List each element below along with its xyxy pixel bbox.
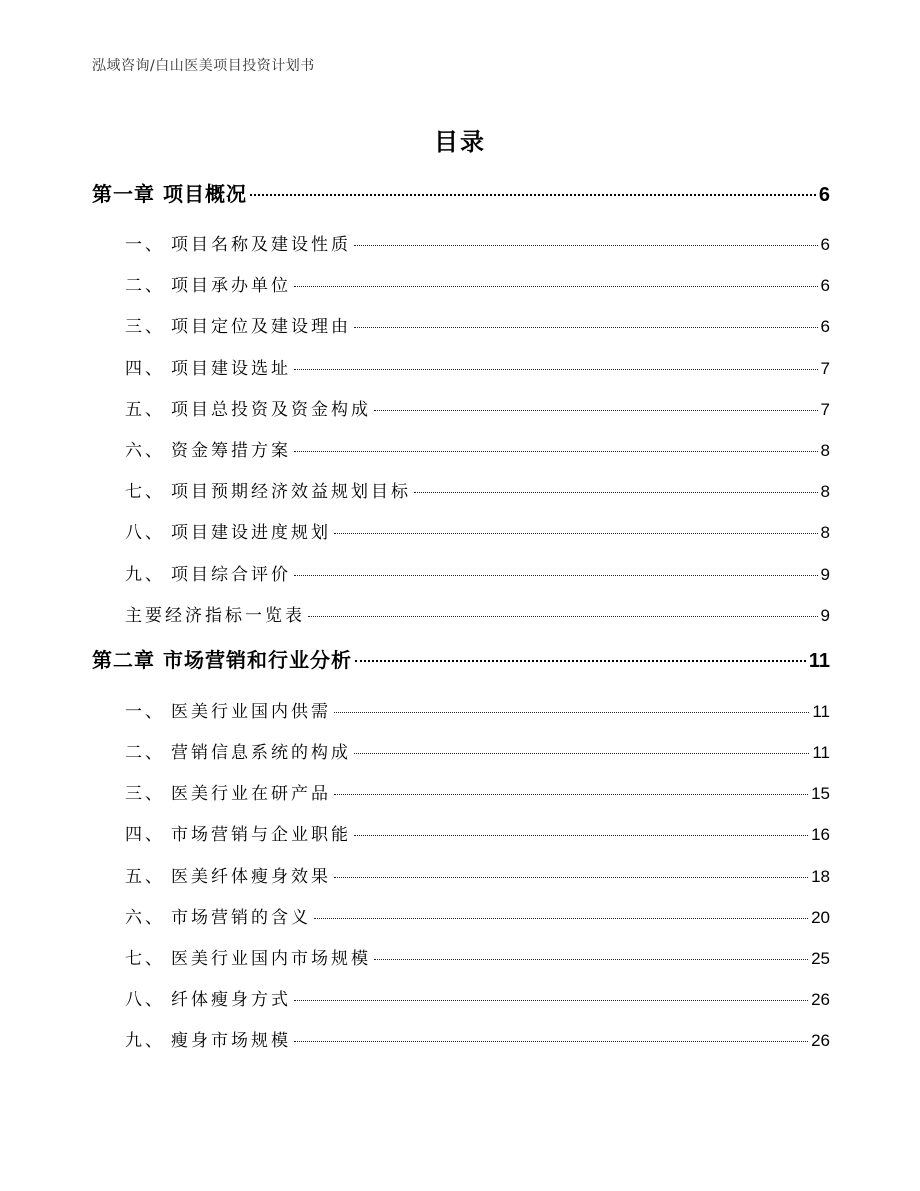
dot-leader [308,616,818,617]
toc-chapter-1[interactable] [92,178,830,218]
toc-section[interactable] [92,944,830,985]
page-number: 16 [811,825,830,845]
dot-leader [374,410,818,411]
dot-leader [294,286,818,287]
toc-section[interactable] [92,271,830,312]
section-title: 项目名称及建设性质 [171,235,351,255]
toc-section[interactable] [92,738,830,779]
toc-section[interactable] [92,779,830,820]
section-number: 八、 [125,523,165,544]
page-number: 6 [820,317,830,337]
toc-section[interactable] [92,697,830,738]
section-title: 项目定位及建设理由 [171,317,351,338]
section-title: 资金筹措方案 [171,440,291,461]
section-title: 项目预期经济效益规划目标 [171,482,411,503]
toc-section[interactable] [92,1026,830,1067]
table-of-contents [92,178,830,1068]
dot-leader [294,575,818,576]
section-number: 四、 [125,825,165,846]
section-number: 八、 [125,990,165,1011]
page-number: 15 [811,784,830,804]
section-number: 五、 [125,866,165,887]
dot-leader [355,660,806,662]
section-number: 二、 [125,743,165,764]
header-divider [92,80,828,81]
section-title: 营销信息系统的构成 [171,743,351,764]
page-number: 18 [811,866,830,886]
dot-leader [334,794,808,795]
dot-leader [414,492,818,493]
toc-section[interactable] [92,354,830,395]
section-title: 市场营销与企业职能 [171,825,351,846]
dot-leader [374,959,808,960]
dot-leader [354,753,809,754]
section-number: 二、 [125,276,165,297]
page-number: 8 [820,523,830,543]
dot-leader [294,1000,808,1001]
toc-title: 目录 [434,128,486,156]
running-header: 泓域咨询/白山医美项目投资计划书 [92,58,315,74]
dot-leader [294,451,818,452]
toc-section[interactable] [92,560,830,601]
toc-section[interactable] [92,862,830,903]
section-title: 项目综合评价 [171,564,291,585]
page-number: 6 [820,235,830,254]
dot-leader [334,877,808,878]
chapter-title: 市场营销和行业分析 [163,647,352,672]
page-number: 11 [812,701,830,721]
section-title: 项目总投资及资金构成 [171,399,371,420]
page-number: 25 [811,949,830,968]
section-title: 项目建设选址 [171,358,291,379]
page-number: 20 [811,907,830,927]
section-number: 一、 [125,701,165,722]
toc-section[interactable] [92,395,830,436]
section-title: 纤体瘦身方式 [171,990,291,1011]
section-title: 医美行业在研产品 [171,784,331,805]
section-title: 项目承办单位 [171,276,291,297]
page-number: 26 [811,990,830,1010]
section-number: 九、 [125,1031,165,1052]
section-number: 五、 [125,399,165,420]
section-number: 九、 [125,564,165,585]
section-title: 医美行业国内市场规模 [171,949,371,969]
section-title: 瘦身市场规模 [171,1031,291,1052]
section-number: 三、 [125,317,165,338]
section-number: 一、 [125,235,165,255]
section-title: 市场营销的含义 [171,907,311,928]
section-number: 七、 [125,949,165,969]
toc-section[interactable] [92,477,830,518]
dot-leader [250,194,816,196]
section-number: 六、 [125,440,165,461]
toc-section[interactable] [92,312,830,353]
toc-section[interactable] [92,985,830,1026]
page-number: 7 [820,358,830,378]
section-number: 四、 [125,358,165,379]
chapter-title: 项目概况 [163,182,247,206]
page-number: 8 [820,482,830,502]
dot-leader [354,835,808,836]
toc-section[interactable] [92,601,830,642]
dot-leader [334,712,809,713]
section-number: 六、 [125,907,165,928]
toc-section[interactable] [92,820,830,861]
section-number: 三、 [125,784,165,805]
dot-leader [314,918,808,919]
dot-leader [354,245,818,246]
page-number: 11 [808,649,830,672]
toc-section[interactable] [92,436,830,477]
page-number: 6 [818,184,830,206]
section-title: 医美纤体瘦身效果 [171,866,331,887]
dot-leader [334,533,818,534]
page-number: 26 [811,1031,830,1051]
toc-chapter-2[interactable] [92,644,830,685]
page-number: 6 [820,276,830,296]
page-number: 11 [812,743,830,763]
page-number: 7 [820,399,830,419]
chapter-number: 第一章 [92,182,155,206]
dot-leader [354,327,818,328]
toc-section[interactable] [92,903,830,944]
chapter-number: 第二章 [92,647,155,672]
page-number: 8 [820,440,830,460]
toc-section[interactable] [92,518,830,559]
toc-section[interactable] [92,230,830,271]
page-number: 9 [820,605,830,625]
dot-leader [294,369,818,370]
dot-leader [294,1041,808,1042]
section-title: 主要经济指标一览表 [125,605,305,626]
section-title: 项目建设进度规划 [171,523,331,544]
page-number: 9 [820,564,830,584]
section-number: 七、 [125,482,165,503]
section-title: 医美行业国内供需 [171,701,331,722]
